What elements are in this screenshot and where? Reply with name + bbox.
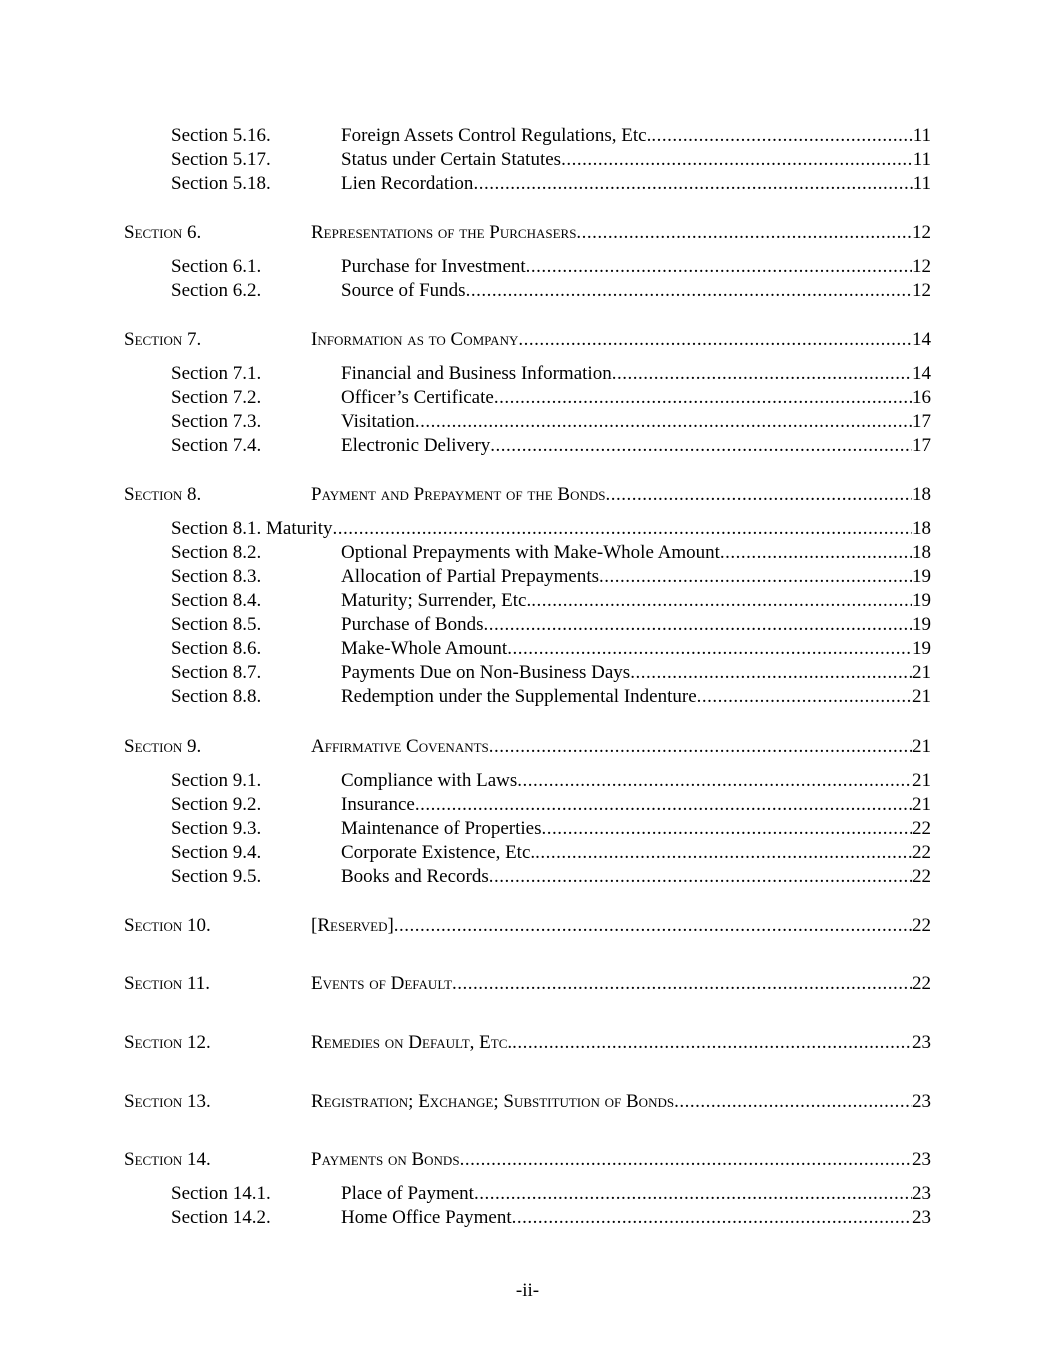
page-number: 18 [912,484,931,505]
toc-title-line [311,914,931,938]
section-title: Redemption under the Supplemental Indenture [341,686,697,707]
toc-title-line [341,865,931,889]
dot-leader [415,793,912,817]
dot-leader [541,817,912,841]
section-number: Section 8.7. [171,662,262,683]
toc-title-line [311,221,931,245]
page-number: 18 [912,542,931,563]
toc-title-line [341,1182,931,1206]
toc-entry [0,914,1055,938]
toc-title-line [341,410,931,434]
section-number: Section 6.1. [171,256,262,277]
toc-entry [0,637,1055,661]
section-title: Purchase of Bonds [341,614,484,635]
toc-title-line [341,817,931,841]
section-title: Compliance with Laws [341,770,518,791]
toc-title-line [341,841,931,865]
toc-title-line [341,541,931,565]
section-number: Section 5.18. [171,173,271,194]
dot-leader [483,613,912,637]
toc-title-line [341,565,931,589]
dot-leader [526,255,912,279]
toc-entry [0,661,1055,685]
toc-title-line [311,735,931,759]
section-number: Section 9.2. [171,794,262,815]
page-number: 14 [912,329,931,350]
section-number: Section 10. [124,915,211,936]
toc-title-line [311,328,931,352]
page-number: 23 [912,1091,931,1112]
dot-leader [651,124,912,148]
page-number: 23 [912,1149,931,1170]
section-title: Information as to Company [311,329,519,350]
toc-title-line [341,255,931,279]
page-number: 12 [912,256,931,277]
toc-entry [0,735,1055,759]
dot-leader [720,541,912,565]
page-number: 19 [912,614,931,635]
page-number: 22 [912,866,931,887]
section-number: Section 9. [124,736,202,757]
toc-entry [0,483,1055,507]
page-number: 21 [912,662,931,683]
toc-title-line [341,362,931,386]
section-number: Section 14.1. [171,1183,271,1204]
section-title: Place of Payment [341,1183,474,1204]
dot-leader [490,434,912,458]
page-number: 22 [912,818,931,839]
page-number: 21 [912,794,931,815]
toc-entry [0,386,1055,410]
section-number: Section 9.3. [171,818,262,839]
dot-leader [489,735,912,759]
toc-entry [0,1182,1055,1206]
dot-leader [512,1206,912,1230]
toc-title-line [341,769,931,793]
section-title: Events of Default [311,973,453,994]
toc-entry [0,1148,1055,1172]
dot-leader [612,362,912,386]
toc-entry [0,865,1055,889]
dot-leader [605,483,912,507]
section-title: Books and Records [341,866,489,887]
dot-leader [466,279,912,303]
dot-leader [518,328,912,352]
dot-leader [473,172,912,196]
page-number: 12 [912,222,931,243]
dot-leader [576,221,912,245]
page-number: 16 [912,387,931,408]
toc-entry [0,279,1055,303]
toc-entry [0,565,1055,589]
toc-title-line [311,483,931,507]
section-title: Lien Recordation [341,173,474,194]
dot-leader [452,972,912,996]
section-title: Maintenance of Properties [341,818,542,839]
page-number: 12 [912,280,931,301]
section-title: Registration; Exchange; Substitution of Bonds [311,1091,675,1112]
dot-leader [561,148,913,172]
dot-leader [332,517,912,541]
section-title: Optional Prepayments with Make-Whole Amount [341,542,720,563]
page-number: 18 [912,518,931,539]
toc-title-line [341,589,931,613]
dot-leader [697,685,912,709]
toc-title-line [341,793,931,817]
toc-title-line [311,972,931,996]
toc-entry [0,328,1055,352]
page-footer-number: -ii- [515,1280,540,1301]
section-title: [Reserved] [311,915,394,936]
toc-entry [0,434,1055,458]
page-number: 22 [912,915,931,936]
toc-entry [0,1206,1055,1230]
page-number: 11 [912,173,931,194]
toc-title-line [341,124,931,148]
section-title: Visitation [341,411,415,432]
dot-leader [474,1182,912,1206]
toc-title-line [341,434,931,458]
toc-title-line [311,1148,931,1172]
page-number: 23 [912,1032,931,1053]
page-number: 17 [912,435,931,456]
dot-leader [489,865,912,889]
section-number: Section 11. [124,973,211,994]
section-title: Officer’s Certificate [341,387,494,408]
section-number: Section 8.4. [171,590,262,611]
toc-title-line [311,1031,931,1055]
section-number: Section 8.8. [171,686,262,707]
page-number: 19 [912,566,931,587]
section-title: Section 8.1. Maturity [171,518,333,539]
section-title: Remedies on Default, Etc. [311,1032,513,1053]
section-number: Section 7.4. [171,435,262,456]
toc-entry [0,793,1055,817]
section-title: Financial and Business Information [341,363,612,384]
page-number: 17 [912,411,931,432]
page-number: 21 [912,770,931,791]
dot-leader [460,1148,912,1172]
toc-entry [0,972,1055,996]
toc-entry [0,613,1055,637]
page-number: 22 [912,973,931,994]
toc-entry [0,255,1055,279]
section-number: Section 13. [124,1091,211,1112]
section-title: Representations of the Purchasers [311,222,577,243]
toc-entry [0,685,1055,709]
dot-leader [599,565,912,589]
dot-leader [512,1031,912,1055]
toc-title-line [341,148,931,172]
toc-entry [0,1031,1055,1055]
section-title: Payments on Bonds [311,1149,460,1170]
section-number: Section 8.6. [171,638,262,659]
page-number: 22 [912,842,931,863]
page-number: 11 [912,149,931,170]
page-number: 11 [912,125,931,146]
toc-title-line [341,172,931,196]
dot-leader [394,914,912,938]
section-number: Section 5.17. [171,149,271,170]
page-number: 21 [912,736,931,757]
toc-entry [0,124,1055,148]
section-number: Section 7.2. [171,387,262,408]
toc-entry [0,517,1055,541]
toc-title-line [341,661,931,685]
section-title: Allocation of Partial Prepayments [341,566,600,587]
toc-title-line [341,613,931,637]
toc-entry [0,221,1055,245]
section-number: Section 8.5. [171,614,262,635]
toc-title-line [341,637,931,661]
section-title: Foreign Assets Control Regulations, Etc. [341,125,652,146]
page-number: 23 [912,1207,931,1228]
section-title: Status under Certain Statutes [341,149,562,170]
dot-leader [494,386,912,410]
section-number: Section 14.2. [171,1207,271,1228]
dot-leader [507,637,912,661]
toc-title-line [341,279,931,303]
section-number: Section 7. [124,329,202,350]
toc-entry [0,769,1055,793]
page-number: 23 [912,1183,931,1204]
toc-title-line [341,386,931,410]
page-number: 19 [912,638,931,659]
section-title: Make-Whole Amount [341,638,508,659]
section-number: Section 9.5. [171,866,262,887]
section-number: Section 7.3. [171,411,262,432]
section-title: Payments Due on Non-Business Days [341,662,631,683]
toc-entry [0,1090,1055,1114]
section-number: Section 9.1. [171,770,262,791]
section-number: Section 7.1. [171,363,262,384]
page-number: 21 [912,686,931,707]
toc-title-line [311,1090,931,1114]
section-title: Electronic Delivery [341,435,491,456]
dot-leader [674,1090,912,1114]
section-title: Source of Funds [341,280,466,301]
toc-entry [0,817,1055,841]
page-number: 14 [912,363,931,384]
toc-entry [0,362,1055,386]
dot-leader [535,841,912,865]
toc-entry [0,172,1055,196]
toc-entry [0,841,1055,865]
dot-leader [531,589,912,613]
dot-leader [517,769,912,793]
toc-title-line [171,517,931,541]
section-number: Section 14. [124,1149,211,1170]
section-number: Section 12. [124,1032,211,1053]
dot-leader [630,661,912,685]
section-title: Purchase for Investment [341,256,526,277]
section-number: Section 8. [124,484,202,505]
section-title: Home Office Payment [341,1207,512,1228]
toc-entry [0,541,1055,565]
toc-title-line [341,685,931,709]
section-title: Insurance [341,794,415,815]
section-number: Section 8.2. [171,542,262,563]
section-title: Payment and Prepayment of the Bonds [311,484,606,505]
toc-entry [0,148,1055,172]
section-number: Section 8.3. [171,566,262,587]
section-number: Section 6.2. [171,280,262,301]
toc-entry [0,589,1055,613]
toc-entry [0,410,1055,434]
section-number: Section 6. [124,222,202,243]
dot-leader [415,410,912,434]
section-title: Corporate Existence, Etc. [341,842,536,863]
section-title: Maturity; Surrender, Etc. [341,590,532,611]
section-title: Affirmative Covenants [311,736,489,757]
page-number: 19 [912,590,931,611]
toc-title-line [341,1206,931,1230]
section-number: Section 9.4. [171,842,262,863]
section-number: Section 5.16. [171,125,271,146]
